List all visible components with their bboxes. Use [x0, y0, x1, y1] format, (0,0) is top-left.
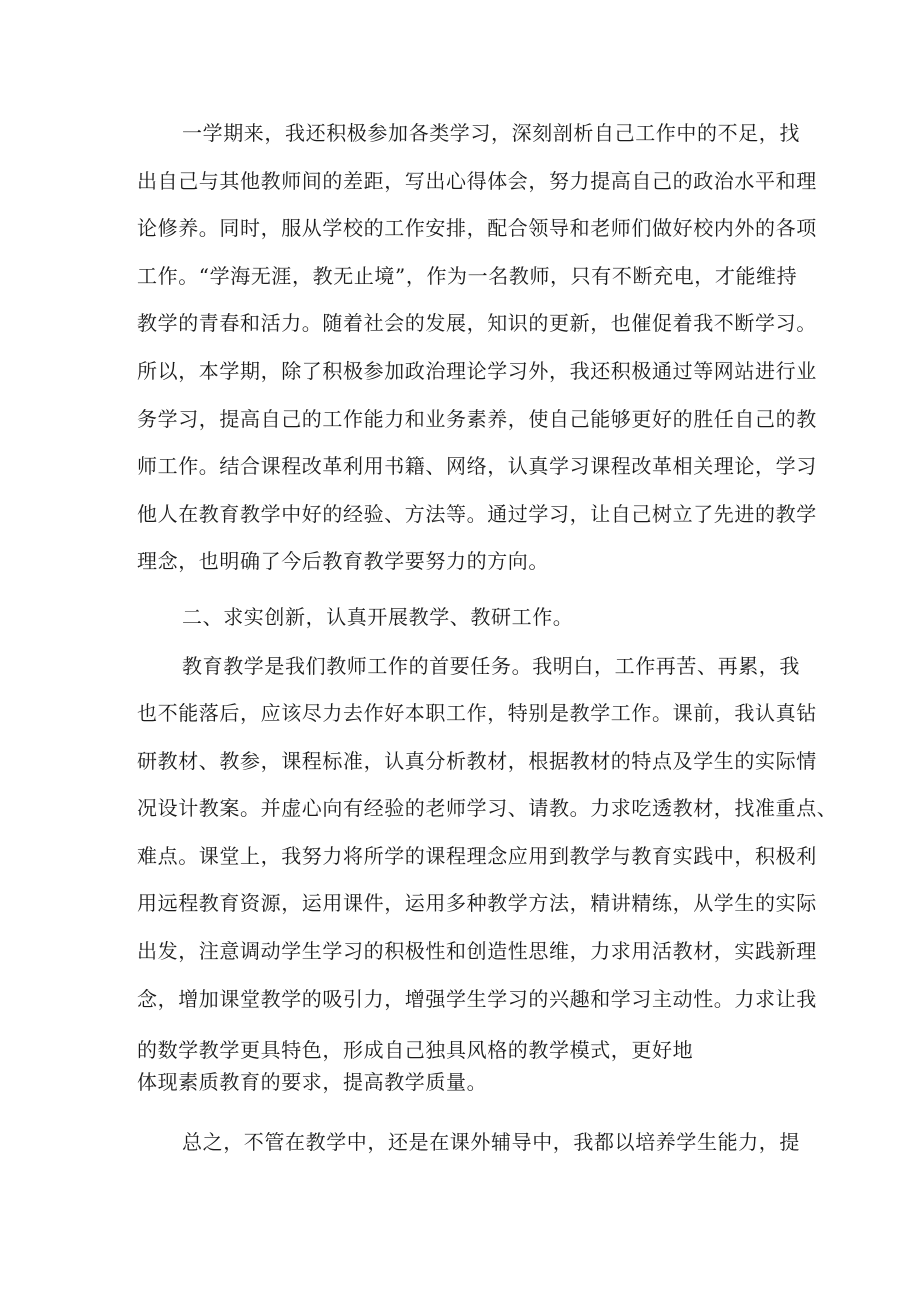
text-line: 理念，也明确了今后教育教学要努力的方向。 — [137, 549, 549, 573]
text-line: 难点。课堂上，我努力将所学的课程理念应用到教学与教育实践中，积极利 — [137, 844, 817, 868]
text-line: 况设计教案。并虚心向有经验的老师学习、请教。力求吃透教材，找准重点、 — [137, 796, 838, 820]
text-line: 务学习，提高自己的工作能力和业务素养，使自己能够更好的胜任自己的教 — [137, 407, 817, 431]
text-line: 所以，本学期，除了积极参加政治理论学习外，我还积极通过等网站进行业 — [137, 359, 817, 383]
text-line: 教学的青春和活力。随着社会的发展，知识的更新，也催促着我不断学习。 — [137, 311, 817, 335]
text-line: 师工作。结合课程改革利用书籍、网络，认真学习课程改革相关理论，学习 — [137, 454, 817, 478]
text-line: 也不能落后，应该尽力去作好本职工作，特别是教学工作。课前，我认真钻 — [137, 701, 817, 725]
text-line: 一学期来，我还积极参加各类学习，深刻剖析自己工作中的不足，找 — [182, 121, 800, 145]
text-line: 体现素质教育的要求，提高教学质量。 — [137, 1070, 488, 1094]
text-line: 他人在教育教学中好的经验、方法等。通过学习，让自己树立了先进的教学 — [137, 502, 817, 526]
text-line: 总之，不管在教学中，还是在课外辅导中，我都以培养学生能力，提 — [182, 1130, 800, 1154]
text-line: 用远程教育资源，运用课件，运用多种教学方法，精讲精练，从学生的实际 — [137, 891, 817, 915]
text-line: 研教材、教参，课程标准，认真分析教材，根据教材的特点及学生的实际情 — [137, 749, 817, 773]
text-line: 出发，注意调动学生学习的积极性和创造性思维，力求用活教材，实践新理 — [137, 939, 817, 963]
text-line: 工作。“学海无涯，教无止境”，作为一名教师，只有不断充电，才能维持 — [137, 264, 798, 288]
text-line: 念，增加课堂教学的吸引力，增强学生学习的兴趣和学习主动性。力求让我 — [137, 987, 817, 1011]
text-line: 的数学教学更具特色，形成自己独具风格的教学模式，更好地 — [137, 1038, 694, 1062]
text-line: 论修养。同时，服从学校的工作安排，配合领导和老师们做好校内外的各项 — [137, 216, 817, 240]
text-line: 出自己与其他教师间的差距，写出心得体会，努力提高自己的政治水平和理 — [137, 169, 817, 193]
section-heading: 二、求实创新，认真开展教学、教研工作。 — [182, 605, 574, 629]
text-line: 教育教学是我们教师工作的首要任务。我明白，工作再苦、再累，我 — [182, 654, 800, 678]
